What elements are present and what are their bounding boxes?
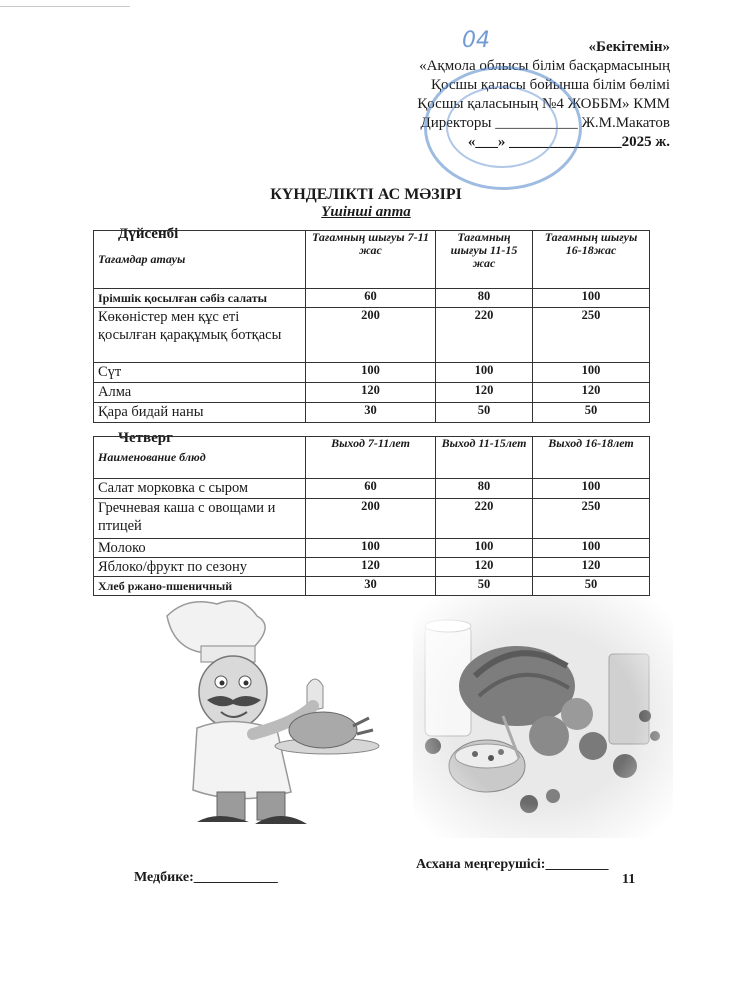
dish-name: Молоко	[94, 539, 306, 558]
dish-name: Сүт	[94, 363, 306, 383]
portion-11-15: 100	[436, 539, 533, 558]
table-row	[94, 539, 650, 558]
nurse-signature-line: Медбике:____________	[134, 870, 278, 885]
dish-name: Қара бидай наны	[94, 403, 306, 423]
chef-illustration	[157, 596, 407, 838]
approval-heading: «Бекітемін»	[588, 39, 670, 55]
portion-11-15: 220	[436, 308, 533, 363]
dish-name: Салат морковка с сыром	[94, 479, 306, 499]
column-header-age-16-18: Тағамның шығуы 16-18жас	[533, 231, 650, 289]
canteen-head-signature-line: Асхана меңгерушісі:_________	[416, 857, 609, 872]
portion-11-15: 120	[436, 383, 533, 403]
column-header-dish: Наименование блюд	[94, 437, 306, 479]
portion-7-11: 100	[306, 363, 436, 383]
portion-11-15: 100	[436, 363, 533, 383]
column-header-age-16-18: Выход 16-18лет	[533, 437, 650, 479]
dish-name: Хлеб ржано-пшеничный	[94, 577, 306, 596]
portion-7-11: 60	[306, 289, 436, 308]
portion-7-11: 30	[306, 403, 436, 423]
dish-name: Гречневая каша с овощами и птицей	[94, 499, 306, 539]
portion-16-18: 50	[533, 403, 650, 423]
approval-line-4: Директоры ___________ Ж.М.Макатов	[420, 115, 670, 131]
table-row	[94, 577, 650, 596]
portion-16-18: 100	[533, 539, 650, 558]
table-row	[94, 363, 650, 383]
table-row	[94, 383, 650, 403]
dish-name: Ірімшік қосылған сәбіз салаты	[94, 289, 306, 308]
portion-16-18: 100	[533, 363, 650, 383]
column-header-age-7-11: Тағамның шығуы 7-11 жас	[306, 231, 436, 289]
portion-7-11: 200	[306, 308, 436, 363]
page-number: 11	[622, 872, 636, 887]
portion-7-11: 30	[306, 577, 436, 596]
table-row	[94, 499, 650, 539]
column-header-age-11-15: Выход 11-15лет	[436, 437, 533, 479]
table-header-row	[94, 231, 650, 289]
dish-name: Көкөністер мен құс еті қосылған қарақұмық ботқасы	[94, 308, 306, 363]
approval-date: «___» _______________2025 ж.	[467, 134, 670, 150]
food-illustration	[413, 596, 673, 838]
portion-7-11: 120	[306, 558, 436, 577]
portion-16-18: 120	[533, 383, 650, 403]
page-subtitle: Үшінші апта	[321, 204, 411, 220]
portion-16-18: 250	[533, 308, 650, 363]
portion-16-18: 100	[533, 289, 650, 308]
official-stamp-inner-ring	[446, 86, 558, 168]
portion-7-11: 100	[306, 539, 436, 558]
day-label-monday: Дүйсенбі	[118, 226, 179, 242]
portion-7-11: 200	[306, 499, 436, 539]
day-label-thursday: Четверг	[118, 430, 173, 446]
table-row	[94, 308, 650, 363]
menu-table-thursday	[93, 436, 650, 596]
dish-name: Алма	[94, 383, 306, 403]
portion-7-11: 60	[306, 479, 436, 499]
portion-16-18: 120	[533, 558, 650, 577]
portion-11-15: 220	[436, 499, 533, 539]
table-row	[94, 403, 650, 423]
approval-line-1: «Ақмола облысы білім басқармасының	[419, 58, 670, 74]
table-row	[94, 479, 650, 499]
portion-7-11: 120	[306, 383, 436, 403]
column-header-dish: Тағамдар атауы	[94, 231, 306, 289]
table-row	[94, 289, 650, 308]
portion-11-15: 80	[436, 289, 533, 308]
scan-edge-line	[0, 6, 130, 7]
page-title: КҮНДЕЛІКТІ АС МӘЗІРІ	[270, 186, 462, 203]
menu-table-monday	[93, 230, 650, 423]
portion-16-18: 250	[533, 499, 650, 539]
table-header-row	[94, 437, 650, 479]
column-header-age-7-11: Выход 7-11лет	[306, 437, 436, 479]
table-row	[94, 558, 650, 577]
handwritten-mark: 04	[462, 28, 490, 53]
approval-line-3: Қосшы қаласының №4 ЖОББМ» КММ	[417, 96, 670, 112]
portion-11-15: 80	[436, 479, 533, 499]
portion-11-15: 50	[436, 577, 533, 596]
illustrations	[157, 596, 673, 838]
portion-16-18: 50	[533, 577, 650, 596]
approval-line-2: Қосшы қаласы бойынша білім бөлімі	[431, 77, 670, 93]
dish-name: Яблоко/фрукт по сезону	[94, 558, 306, 577]
portion-11-15: 120	[436, 558, 533, 577]
portion-16-18: 100	[533, 479, 650, 499]
portion-11-15: 50	[436, 403, 533, 423]
column-header-age-11-15: Тағамның шығуы 11-15 жас	[436, 231, 533, 289]
